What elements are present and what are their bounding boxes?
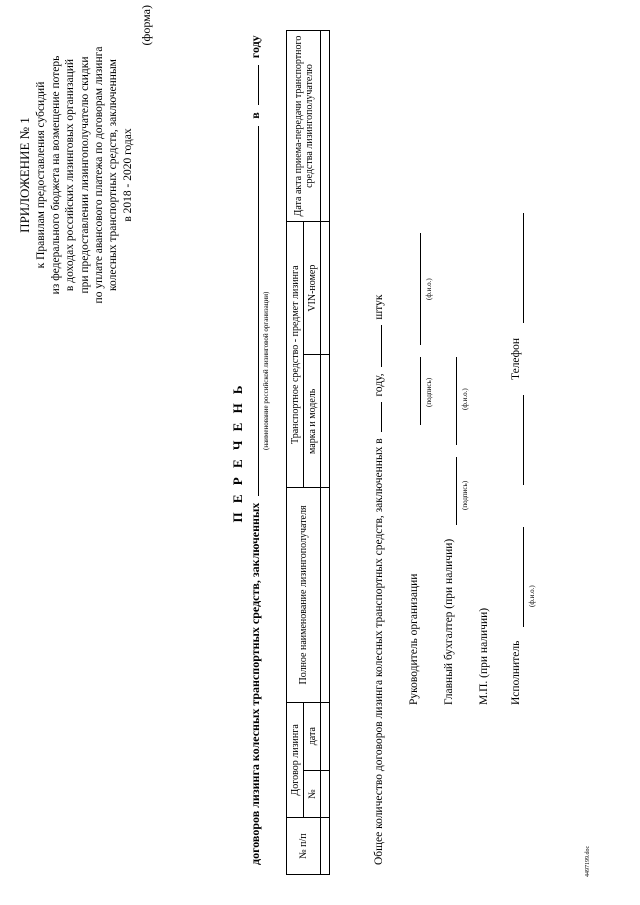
executor-fio-caption: (ф.и.о.) [528, 585, 536, 607]
appendix-line: при предоставлении лизингополучателю скидки [78, 56, 91, 294]
accountant-signature-caption: (подпись) [461, 480, 469, 510]
total-line [373, 295, 385, 866]
subtitle-text: договоров лизинга колесных транспортных средств, заключенных [248, 502, 262, 865]
total-count-field[interactable] [381, 325, 382, 367]
form-label: (форма) [139, 5, 154, 46]
appendix-line: в 2018 - 2020 годах [121, 128, 134, 222]
accountant-fio-line[interactable] [456, 357, 457, 445]
appendix-block [18, 5, 154, 345]
stamp-label: М.П. (при наличии) [478, 607, 490, 705]
executor-label: Исполнитель [510, 640, 522, 705]
org-name-field[interactable] [258, 126, 259, 496]
table-cell[interactable] [321, 702, 330, 770]
appendix-title: ПРИЛОЖЕНИЕ № 1 [17, 117, 32, 233]
appendix-line: по уплате авансового платежа по договорам лизинга [93, 46, 106, 304]
appendix-line: к Правилам предоставления субсидий [35, 81, 48, 269]
org-caption: (наименование российской лизинговой организации) [262, 291, 270, 450]
phone-label: Телефон [510, 337, 522, 380]
header-act-date: Дата акта приема-передачи транспортного средства лизингополучателю [287, 31, 321, 222]
executor-signature-line[interactable] [523, 395, 524, 485]
appendix-line: колесных транспортных средств, заключенным [107, 59, 120, 291]
table-cell[interactable] [321, 818, 330, 875]
table-cell[interactable] [321, 31, 330, 222]
header-contract: Договор лизинга [287, 702, 304, 818]
header-vehicle: Транспортное средство - предмет лизинга [287, 222, 304, 488]
document-subtitle [248, 35, 263, 865]
table-row [321, 31, 330, 875]
leasing-table [286, 30, 330, 875]
header-num: № п/п [287, 818, 321, 875]
head-fio-line[interactable] [420, 233, 421, 345]
table-cell[interactable] [321, 355, 330, 488]
executor-fio-line[interactable] [523, 527, 524, 627]
header-lessee: Полное наименование лизингополучателя [287, 488, 321, 702]
header-contract-date: дата [304, 702, 321, 770]
subtitle-in: в [248, 112, 262, 119]
head-label: Руководитель организации [408, 573, 420, 705]
accountant-label: Главный бухгалтер (при наличии) [443, 538, 455, 705]
accountant-signature-line[interactable] [456, 457, 457, 525]
accountant-fio-caption: (ф.и.о.) [461, 388, 469, 410]
subtitle-year: году [248, 35, 262, 59]
total-units: штук [373, 294, 385, 320]
total-year: году, [373, 373, 385, 397]
head-signature-caption: (подпись) [425, 377, 433, 407]
year-field[interactable] [258, 65, 259, 105]
header-make-model: марка и модель [304, 355, 321, 488]
total-year-field[interactable] [381, 402, 382, 432]
total-text: Общее количество договоров лизинга колесных транспортных средств, заключенных в [373, 438, 385, 865]
header-contract-no: № [304, 770, 321, 817]
appendix-line: в доходах российских лизинговых организаций [64, 58, 77, 292]
document-title: П Е Р Е Ч Е Н Ь [230, 382, 245, 523]
phone-line[interactable] [523, 213, 524, 323]
table-cell[interactable] [321, 488, 330, 702]
table-cell[interactable] [321, 770, 330, 817]
header-vin: VIN-номер [304, 222, 321, 355]
appendix-line: из федерального бюджета на возмещение потерь [49, 55, 62, 295]
head-fio-caption: (ф.и.о.) [425, 278, 433, 300]
table-cell[interactable] [321, 222, 330, 355]
head-signature-line[interactable] [420, 357, 421, 425]
footer-filename: 4497199.doc [585, 845, 591, 877]
